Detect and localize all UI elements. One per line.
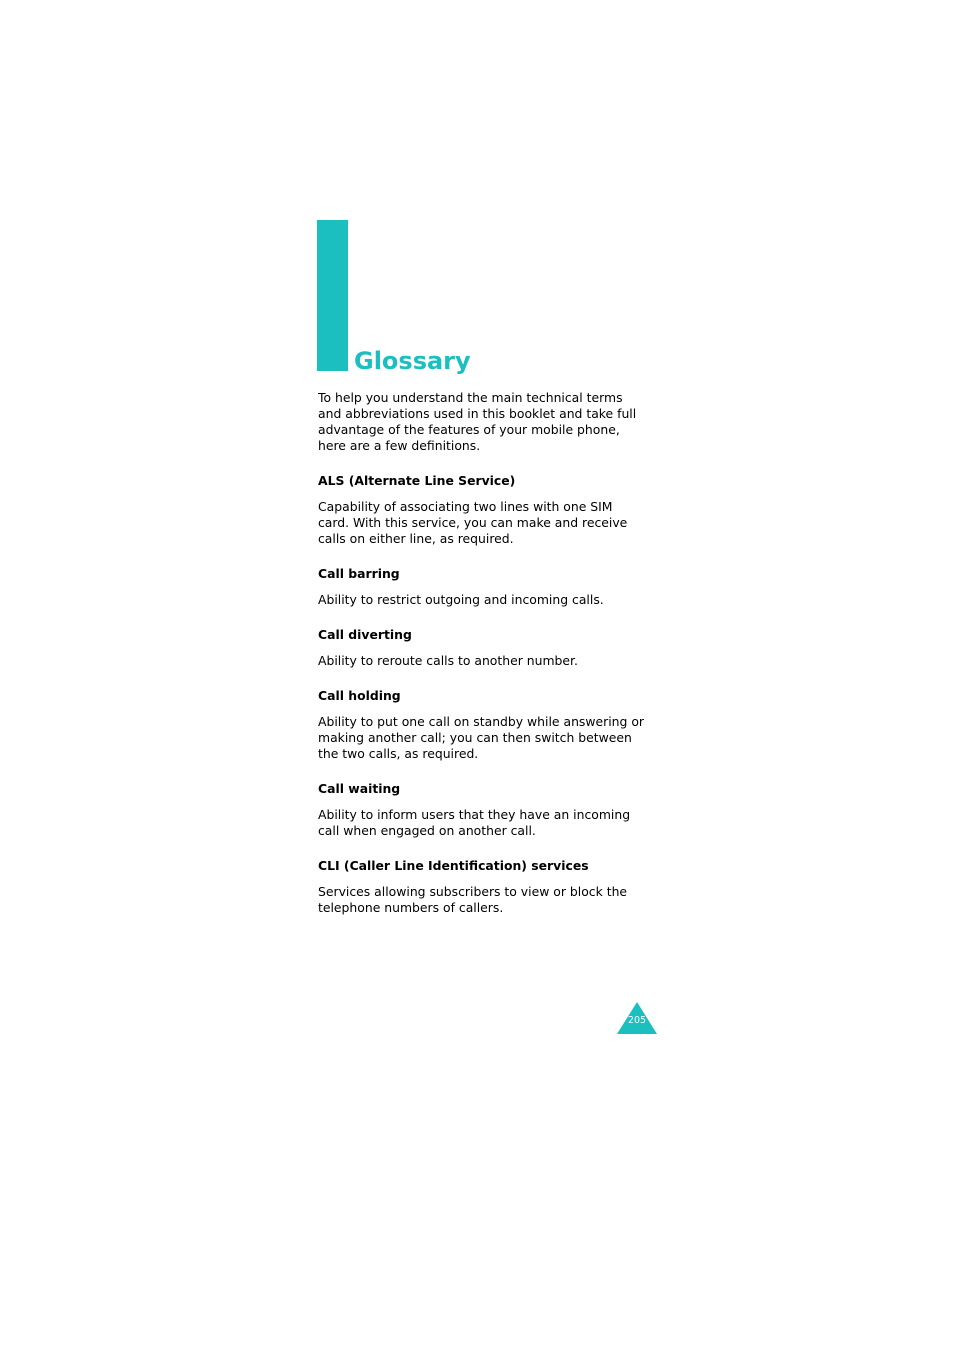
glossary-term: Call barring [318,566,400,581]
intro-paragraph: To help you understand the main technical terms and abbreviations used in this booklet and take full advantage of the features of your mobile phone, here are a few definitions. [318,390,637,453]
glossary-term: Call holding [318,688,401,703]
page-number: 205 [627,1015,647,1026]
glossary-term: ALS (Alternate Line Service) [318,473,516,488]
page-marker [617,1002,657,1034]
glossary-definition: Services allowing subscribers to view or block the telephone numbers of callers. [318,884,628,915]
page-title: Glossary [354,347,471,375]
glossary-term: Call diverting [318,627,412,642]
glossary-term: Call waiting [318,781,401,796]
glossary-content [318,390,648,935]
chapter-accent-bar [317,220,348,371]
glossary-entry [318,781,648,839]
glossary-entry [318,858,648,916]
glossary-definition: Capability of associating two lines with one SIM card. With this service, you can make and receive calls on either line, as required. [318,499,628,546]
glossary-entry [318,688,648,762]
glossary-entry [318,627,648,669]
glossary-definition: Ability to restrict outgoing and incoming calls. [318,592,604,607]
glossary-definition: Ability to put one call on standby while answering or making another call; you can then switch between the two calls, as required. [318,714,645,761]
glossary-definition: Ability to inform users that they have an incoming call when engaged on another call. [318,807,631,838]
glossary-entry [318,473,648,547]
glossary-term: CLI (Caller Line Identification) services [318,858,589,873]
glossary-definition: Ability to reroute calls to another number. [318,653,578,668]
glossary-entry [318,566,648,608]
